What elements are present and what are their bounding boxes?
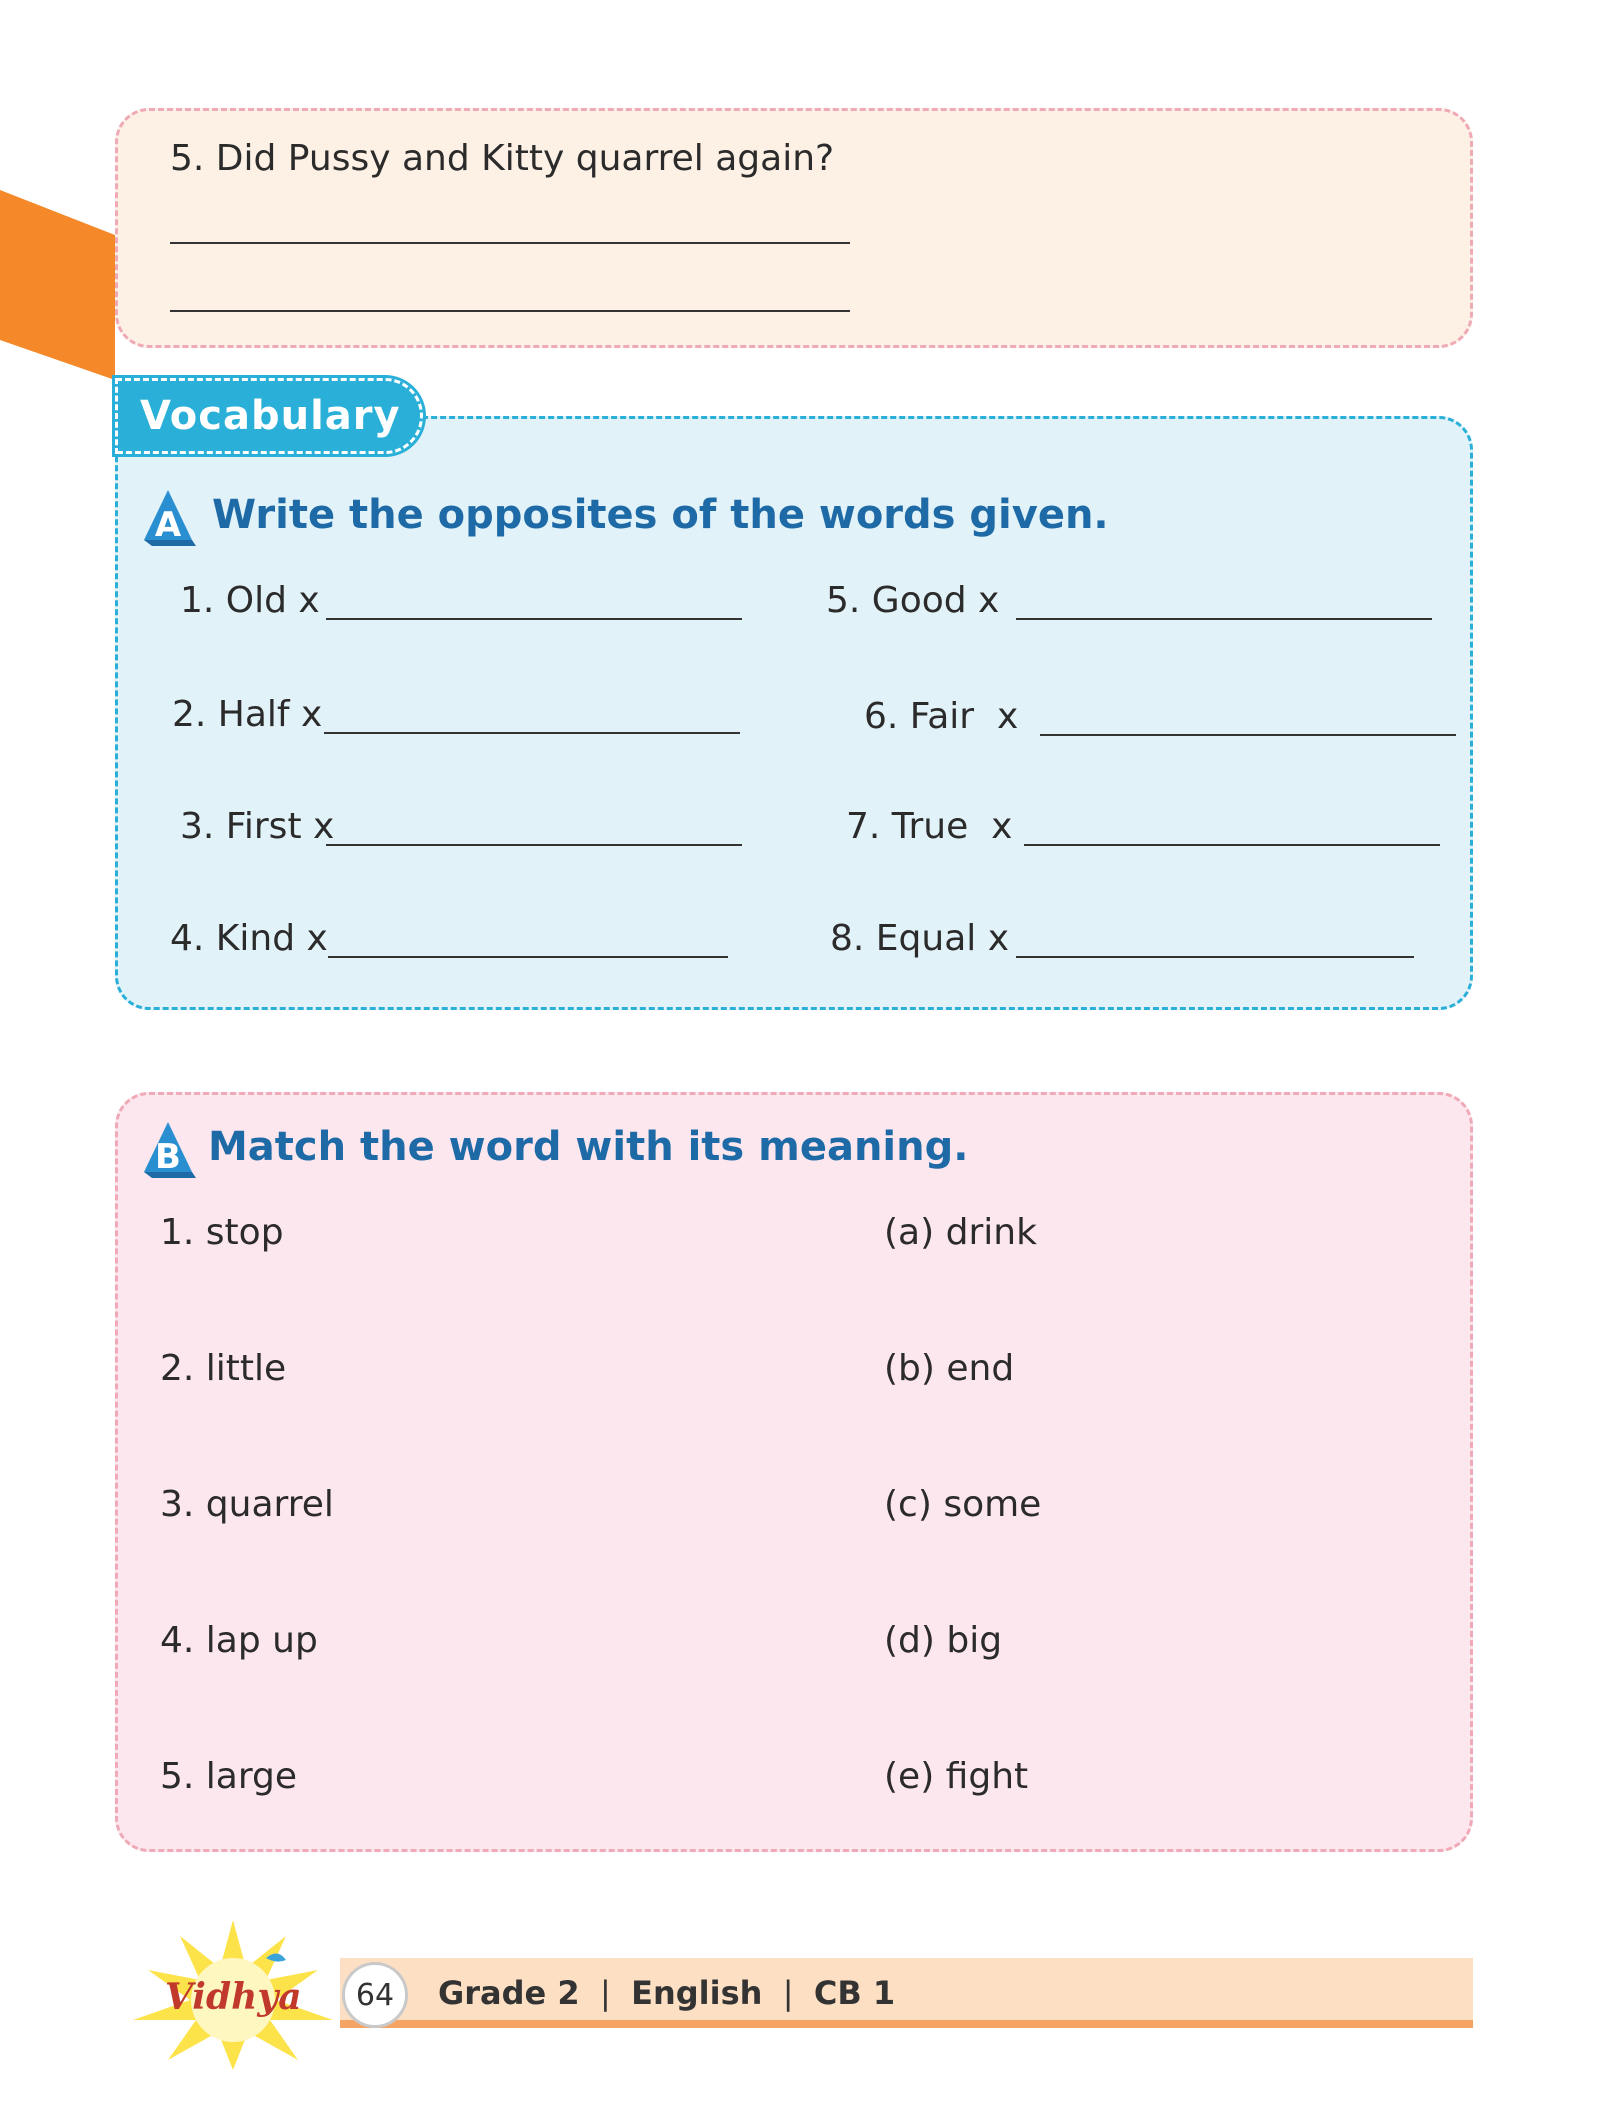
footer-subject: English [631,1974,763,2012]
opposite-blank[interactable] [1040,734,1456,736]
match-word: 4. lap up [160,1620,318,1661]
page-number-text: 64 [355,1977,395,2013]
vocabulary-tab-label: Vocabulary [140,393,401,439]
footer-course-info [438,1974,895,2012]
opposite-item: 4. Kind x [170,918,328,959]
badge-b-letter: B [155,1137,181,1177]
match-word: 2. little [160,1348,287,1389]
vocabulary-tab [115,378,423,454]
badge-b-icon [140,1118,196,1178]
question-text: 5. Did Pussy and Kitty quarrel again? [170,138,835,179]
opposite-blank[interactable] [1016,956,1414,958]
match-meaning: (b) end [884,1348,1015,1389]
footer-separator: | [579,1974,632,2012]
answer-line[interactable] [170,310,850,312]
match-word: 1. stop [160,1212,284,1253]
opposite-item: 7. True x [846,806,1013,847]
answer-line[interactable] [170,242,850,244]
footer-separator: | [762,1974,814,2012]
badge-a-letter: A [154,505,182,545]
orange-corner-tab [0,190,115,380]
matching-box [115,1092,1473,1852]
opposite-blank[interactable] [324,732,740,734]
page-number [342,1962,408,2028]
opposite-blank[interactable] [1016,618,1432,620]
opposite-blank[interactable] [326,844,742,846]
footer-book: CB 1 [813,1974,896,2012]
match-meaning: (e) fight [884,1756,1029,1797]
opposite-item: 3. First x [180,806,335,847]
opposite-item: 6. Fair x [864,696,1019,737]
section-b-heading: Match the word with its meaning. [208,1124,969,1170]
opposite-item: 2. Half x [172,694,323,735]
match-meaning: (d) big [884,1620,1003,1661]
opposite-item: 5. Good x [826,580,1000,621]
vidhya-logo-text: Vidhya [165,1976,302,2018]
opposite-item: 8. Equal x [830,918,1010,959]
footer-grade: Grade 2 [438,1974,580,2012]
match-word: 5. large [160,1756,298,1797]
opposite-blank[interactable] [1024,844,1440,846]
opposite-blank[interactable] [326,618,742,620]
match-meaning: (c) some [884,1484,1042,1525]
match-word: 3. quarrel [160,1484,334,1525]
opposite-item: 1. Old x [180,580,320,621]
section-a-heading: Write the opposites of the words given. [212,492,1109,538]
match-meaning: (a) drink [884,1212,1037,1253]
badge-a-icon [140,486,196,546]
opposite-blank[interactable] [328,956,728,958]
